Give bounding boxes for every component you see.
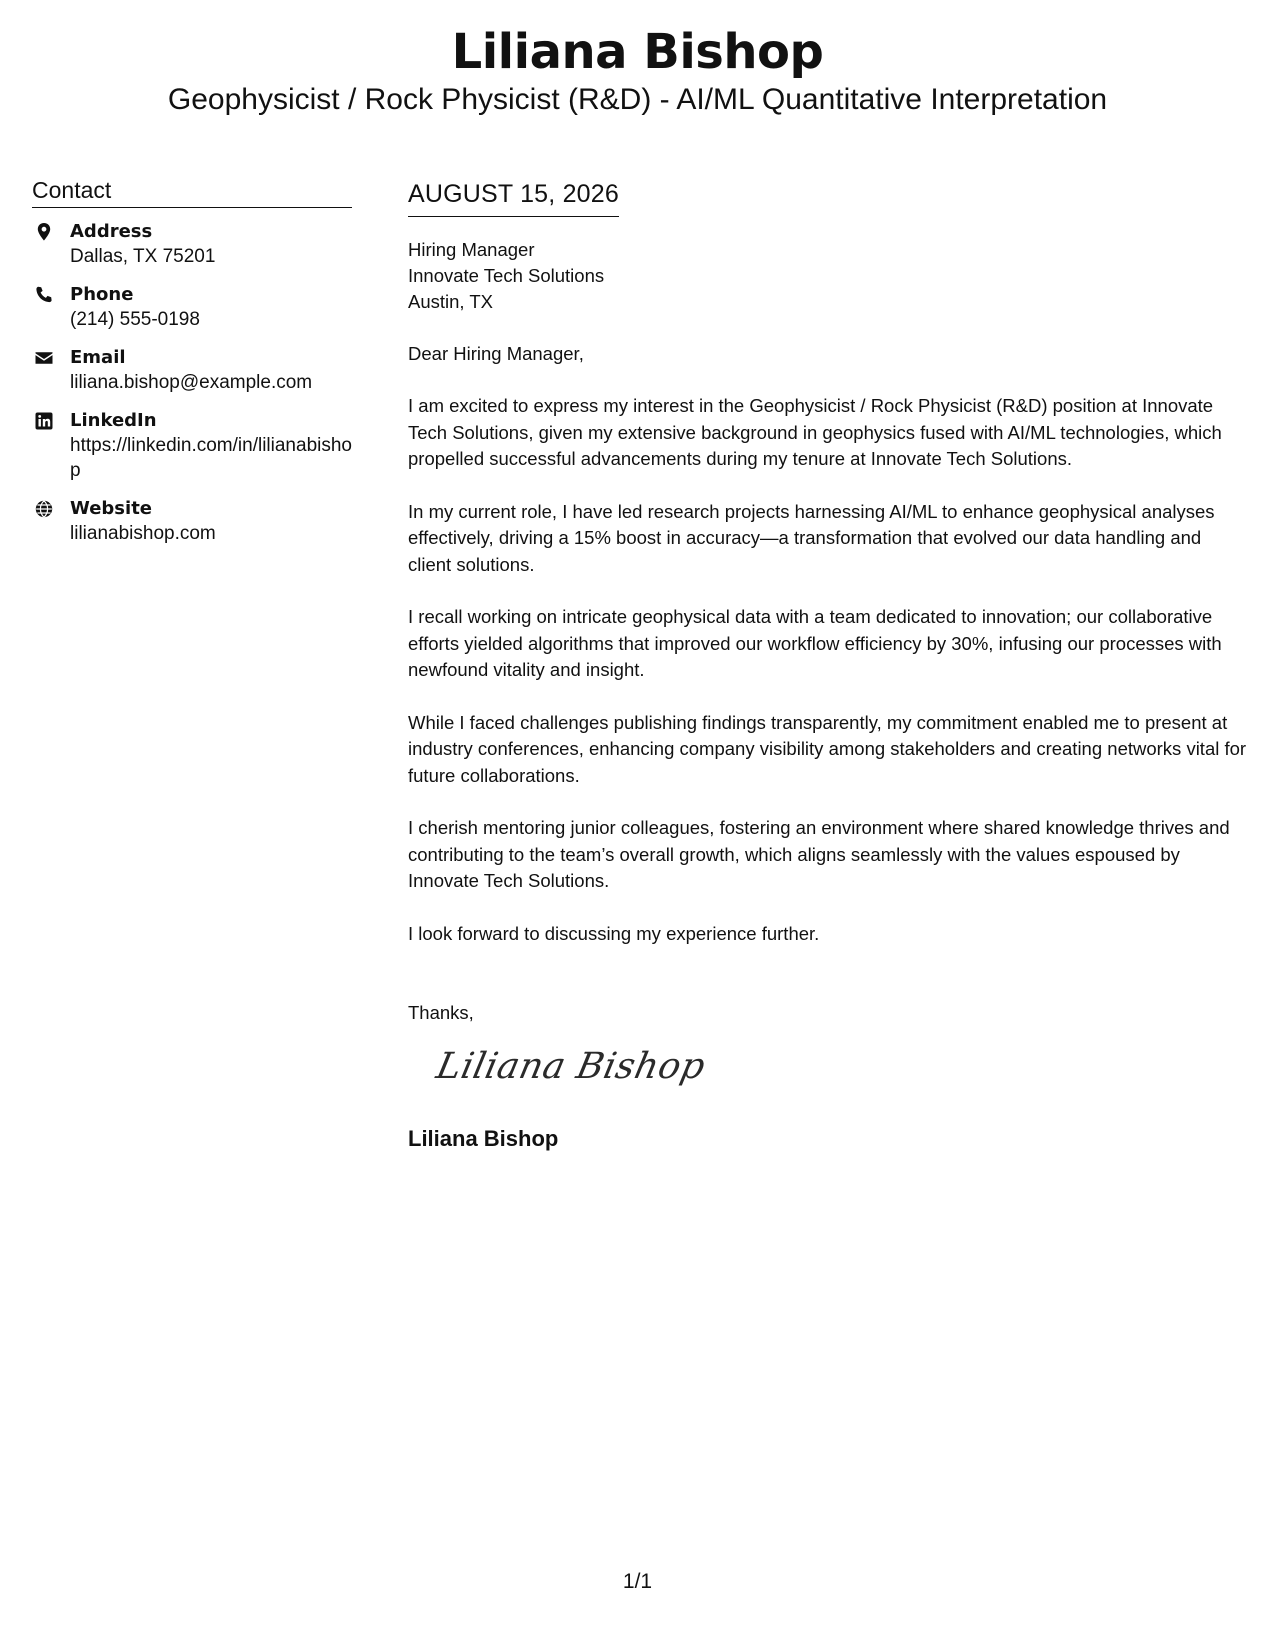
body-paragraph: I am excited to express my interest in the Geophysicist / Rock Physicist (R&D) position at Innovate Tech Solutions, given my extensive background in geophysics fused with AI/ML technologies, which propelled successful advancements during my tenure at Innovate Tech Solutions.: [408, 395, 1222, 469]
body-paragraph: In my current role, I have led research projects harnessing AI/ML to enhance geophysical analyses effectively, driving a 15% boost in accuracy—a transformation that evolved our data handling and client solutions.: [408, 500, 1215, 575]
body-paragraph: I cherish mentoring junior colleagues, fostering an environment where shared knowledge thrives and contributing to the team’s overall growth, which aligns seamlessly with the values espoused by Innovate Tech Solutions.: [408, 817, 1230, 891]
body-paragraph: While I faced challenges publishing findings transparently, my commitment enabled me to present at industry conferences, enhancing company visibility among stakeholders and creating networks vital for future collaborations.: [408, 711, 1247, 786]
job-title: Geophysicist / Rock Physicist (R&D) - AI/ML Quantitative Interpretation: [167, 83, 1108, 116]
applicant-name: Liliana Bishop: [451, 24, 824, 80]
phone-icon: [34, 285, 54, 305]
recipient-location: Austin, TX: [408, 291, 494, 312]
recipient-title: Hiring Manager: [408, 239, 535, 260]
contact-website: [32, 497, 352, 546]
letter-date: AUGUST 15, 2026: [408, 178, 619, 217]
salutation: Dear Hiring Manager,: [408, 343, 584, 364]
recipient-block: [408, 237, 1248, 315]
body-paragraph: I recall working on intricate geophysical data with a team dedicated to innovation; our collaborative efforts yielded algorithms that improved our workflow efficiency by 30%, infusing our processes with newfound vitality and insight.: [408, 606, 1222, 680]
email-link[interactable]: liliana.bishop@example.com: [70, 372, 313, 393]
contact-label-email: Email: [70, 347, 126, 368]
phone-value[interactable]: (214) 555-0198: [70, 309, 200, 330]
handwritten-signature: Liliana Bishop: [432, 1046, 709, 1087]
contact-heading: Contact: [32, 175, 352, 208]
contact-label-address: Address: [70, 221, 153, 242]
closing: Thanks,: [408, 1002, 474, 1023]
contact-label-website: Website: [70, 498, 153, 519]
address-value: Dallas, TX 75201: [70, 246, 216, 267]
page-number: 1/1: [622, 1570, 653, 1593]
website-link[interactable]: lilianabishop.com: [70, 523, 216, 544]
contact-phone: [32, 283, 352, 332]
cover-letter: [408, 178, 1248, 1154]
map-pin-icon: [34, 222, 54, 242]
contact-address: [32, 220, 352, 269]
contact-label-phone: Phone: [70, 284, 134, 305]
envelope-icon: [34, 348, 54, 368]
linkedin-icon: [34, 411, 54, 431]
contact-linkedin: [32, 409, 352, 483]
globe-icon: [34, 499, 54, 519]
linkedin-link[interactable]: https://linkedin.com/in/lilianabishop: [70, 435, 352, 481]
body-paragraph: I look forward to discussing my experience further.: [408, 922, 820, 944]
recipient-company: Innovate Tech Solutions: [408, 265, 605, 286]
contact-label-linkedin: LinkedIn: [70, 410, 157, 431]
contact-email: [32, 346, 352, 395]
signed-name: Liliana Bishop: [408, 1126, 559, 1151]
contact-sidebar: [32, 175, 352, 560]
